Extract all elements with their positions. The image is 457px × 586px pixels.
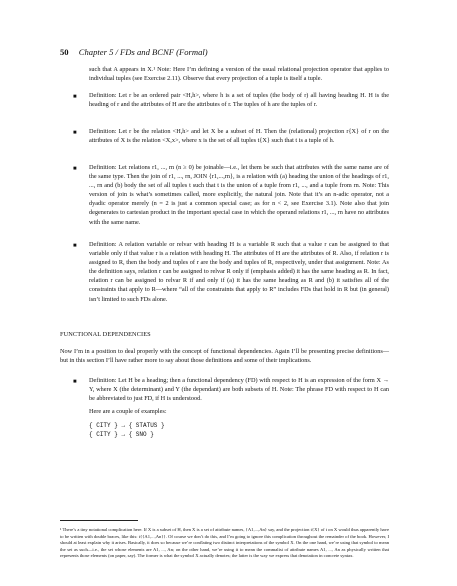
code-example: { CITY } → { SNO } — [89, 431, 154, 438]
bullet-square-icon: ■ — [73, 130, 77, 136]
bullet-square-icon: ■ — [73, 166, 77, 172]
definition-projection: Definition: Let r be the relation <H,h> and let X be a subset of H. Then the (relational) projection r{X} of r on the attributes of X is the relation <X,x>, where x is the set of all tuples t{X} such that t is a tuple of h. — [89, 128, 389, 145]
chapter-title: Chapter 5 / FDs and BCNF (Formal) — [78, 47, 208, 57]
section-heading: FUNCTIONAL DEPENDENCIES — [60, 331, 151, 338]
definition-relation: Definition: Let r be an ordered pair <H,h>, where h is a set of tuples (the body of r) all having heading H. H is the heading of r and the attributes of H are the attributes of r. The tuples of h are the tuples of r. — [89, 92, 389, 109]
footnote-divider — [60, 520, 138, 521]
bullet-square-icon: ■ — [73, 243, 77, 249]
footnote: ¹ There’s a tiny notational complication here. If X is a subset of H, then X is a set of attribute names, {A1,...,An} say, and the projection t{X} of t on X would thus apparently have to be written with double braces, like this: t{{A1,...,An}}. Of course we don’t do this, and I’m going to ignore this complication throughout the remainder of the book. However, I should at least explain why it arises. Basically, it does so because we’re conflating two distinct interpretations of the symbol X. On the one hand, we’re using that symbol to mean the set as such—i.e., the set whose elements are A1, ..., An; on the other hand, we’re using it to mean the commalist of attribute names A1, ..., An as physically written that represents those elements (on paper, say). The former is what the symbol X actually denotes; the latter is the way we express that denotation in concrete syntax. — [60, 527, 390, 558]
bullet-square-icon: ■ — [73, 379, 77, 385]
page-header — [60, 47, 208, 57]
section-intro: Now I’m in a position to deal properly with the concept of functional dependencies. Again I’ll be presenting precise definitions—but in this section I’ll have rather more to say about those definitions and some of their implications. — [60, 348, 389, 365]
page-number: 50 — [60, 47, 69, 57]
definition-join: Definition: Let relations r1, ..., rn (n ≥ 0) be joinable—i.e., let them be such that attributes with the same name are of the same type. Then the join of r1, ..., rn, JOIN {r1,...,rn}, is a relation with (a) heading the union of the headings of r1, ..., rn and (b) body the set of all tuples t such that t is the union of a tuple from r1, ..., and a tuple from rn. Note: This version of join is what’s sometimes called, more explicitly, the natural join. Note that it’s an n-adic operator, not a dyadic operator merely (n = 2 is just a common special case; as for n < 2, see Exercise 3.1). Note also that join degenerates to cartesian product in the important special case in which the operand relations r1, ..., rn have no attributes with the same name. — [89, 164, 389, 226]
bullet-square-icon: ■ — [73, 94, 77, 100]
definition-fd: Definition: Let H be a heading; then a functional dependency (FD) with respect to H is an expression of the form X → Y, where X (the determinant) and Y (the dependant) are both subsets of H. Note: The phrase FD with respect to H can be abbreviated to just FD, if H is understood. — [89, 377, 389, 403]
code-example: { CITY } → { STATUS } — [89, 422, 165, 429]
intro-paragraph: such that A appears in X.¹ Note: Here I’m defining a version of the usual relational projection operator that applies to individual tuples (see Exercise 2.11). Observe that every projection of a tuple is itself a tuple. — [89, 66, 389, 83]
definition-relvar: Definition: A relation variable or relvar with heading H is a variable R such that a value r can be assigned to that variable only if that value r is a relation with heading H. The attributes of H are the attributes of R. Also, if relation r is assigned to R, then the body and tuples of r are the body and tuples of R, respectively, under that assignment. Note: As the definition says, relation r can be assigned to relvar R only if (emphasis added) it has the same heading as R. In fact, relation r can be assigned to relvar R if and only if (a) it has the same heading as R and (b) it satisfies all of the constraints that apply to R—where “all of the constraints that apply to R” includes FDs that hold in R but (in general) isn’t limited to such FDs alone. — [89, 241, 389, 303]
examples-intro: Here are a couple of examples: — [89, 408, 167, 415]
